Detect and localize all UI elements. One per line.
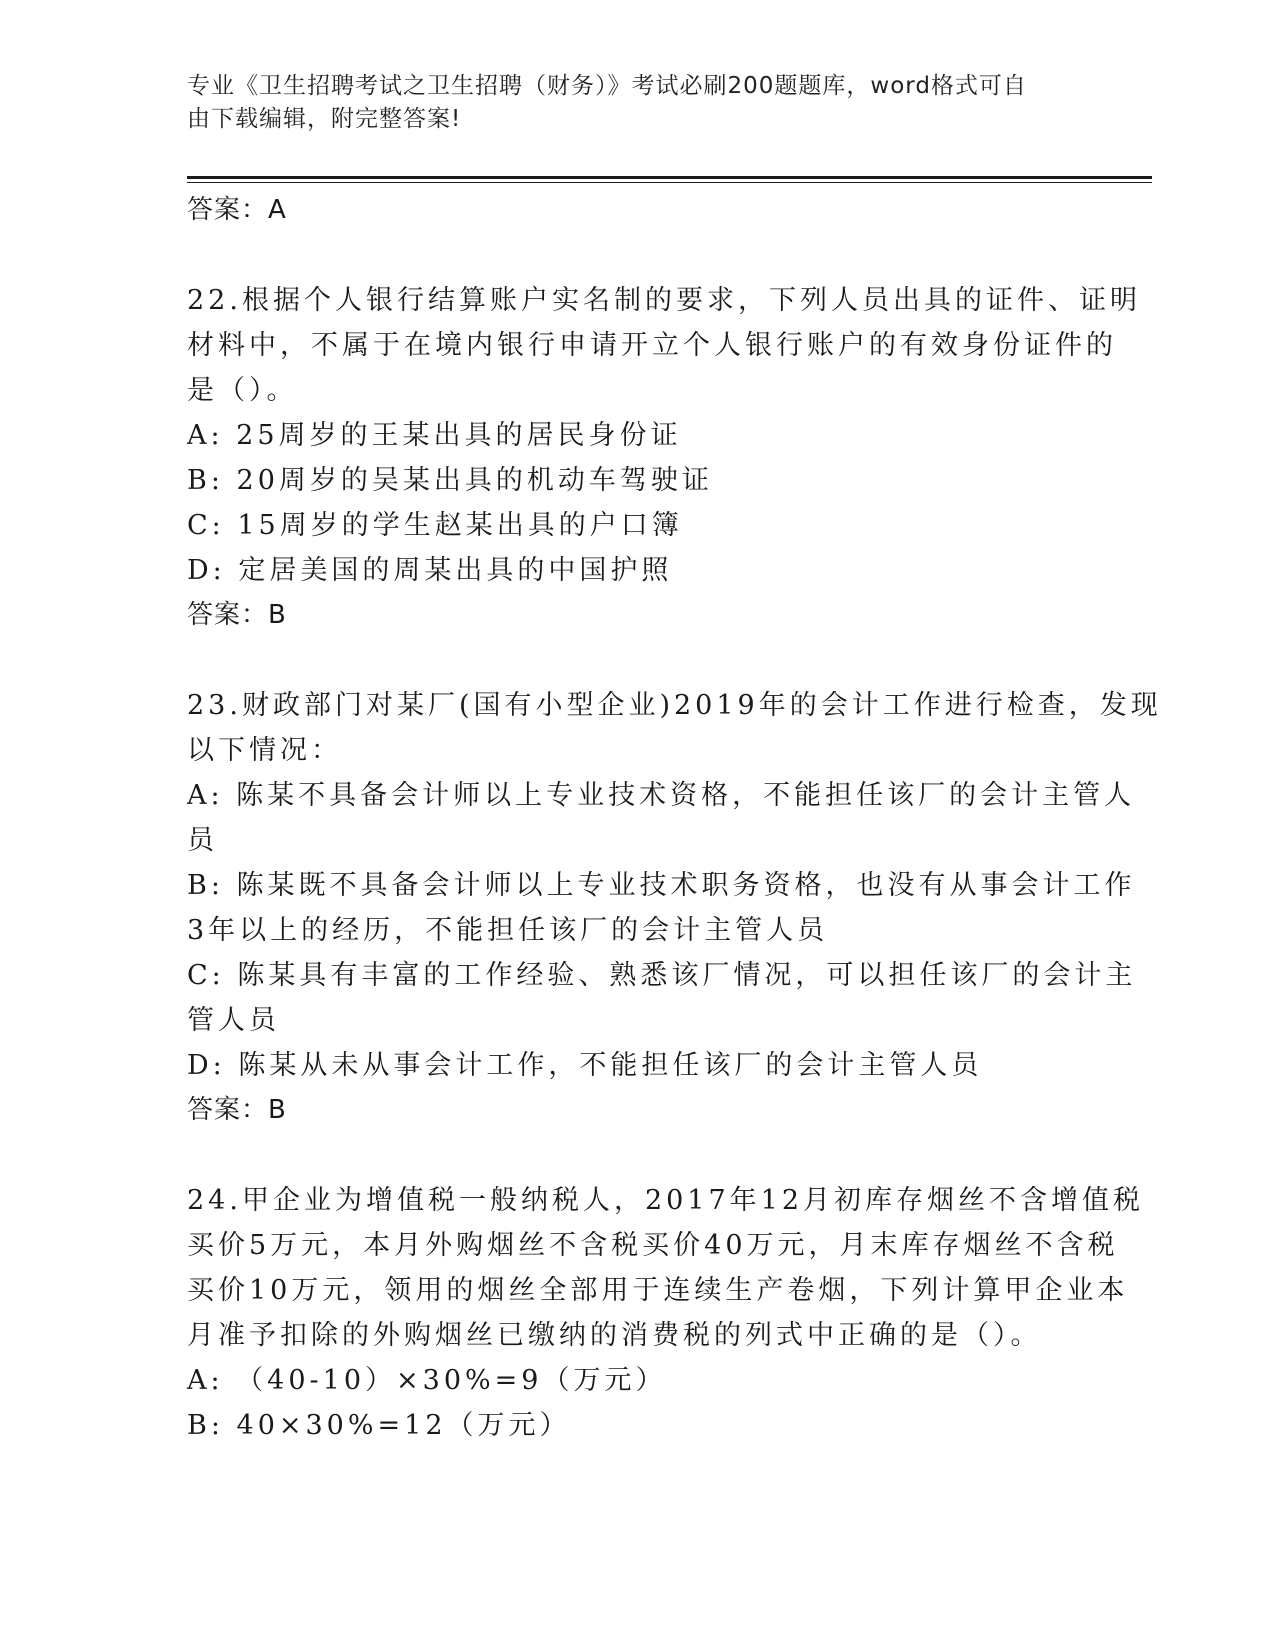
text-line: D: 陈某从未从事会计工作，不能担任该厂的会计主管人员	[187, 1050, 983, 1081]
text-line: C: 陈某具有丰富的工作经验、熟悉该厂情况，可以担任该厂的会计主	[187, 960, 1137, 991]
text-line: B: 20周岁的吴某出具的机动车驾驶证	[187, 465, 713, 496]
answer-line: 答案：A	[187, 195, 287, 225]
text-line: B: 40×30%=12（万元）	[187, 1410, 571, 1441]
header-divider-thin	[187, 182, 1152, 183]
text-line: 员	[187, 825, 218, 856]
text-line: 3年以上的经历，不能担任该厂的会计主管人员	[187, 915, 829, 946]
text-line: D: 定居美国的周某出具的中国护照	[187, 555, 673, 586]
document-body	[187, 188, 1162, 1448]
text-line: 22.根据个人银行结算账户实名制的要求，下列人员出具的证件、证明	[187, 285, 1141, 316]
paragraph-spacer	[187, 638, 1077, 683]
header-line-1: 专业《卫生招聘考试之卫生招聘（财务）》考试必刷200题题库，word格式可自	[187, 73, 1027, 99]
text-line: B: 陈某既不具备会计师以上专业技术职务资格，也没有从事会计工作	[187, 870, 1136, 901]
paragraph-spacer	[187, 233, 1077, 278]
text-line: 是（）。	[187, 375, 298, 406]
header-line-2: 由下载编辑，附完整答案!	[187, 106, 462, 132]
text-line: 23.财政部门对某厂(国有小型企业)2019年的会计工作进行检查，发现	[187, 690, 1162, 721]
text-line: 管人员	[187, 1005, 280, 1036]
text-line: 月准予扣除的外购烟丝已缴纳的消费税的列式中正确的是（）。	[187, 1320, 1042, 1351]
text-line: 24.甲企业为增值税一般纳税人，2017年12月初库存烟丝不含增值税	[187, 1185, 1145, 1216]
text-line: A: 陈某不具备会计师以上专业技术资格，不能担任该厂的会计主管人	[187, 780, 1136, 811]
paragraph-spacer	[187, 1133, 1077, 1178]
answer-line: 答案：B	[187, 600, 287, 630]
text-line: 买价5万元，本月外购烟丝不含税买价40万元，月末库存烟丝不含税	[187, 1230, 1119, 1261]
text-line: 以下情况：	[187, 735, 342, 766]
document-header	[187, 70, 1067, 136]
text-line: A: （40-10）×30%=9（万元）	[187, 1365, 667, 1396]
answer-line: 答案：B	[187, 1095, 287, 1125]
text-line: A: 25周岁的王某出具的居民身份证	[187, 420, 682, 451]
header-divider-thick	[187, 176, 1152, 179]
text-line: C: 15周岁的学生赵某出具的户口簿	[187, 510, 683, 541]
text-line: 买价10万元，领用的烟丝全部用于连续生产卷烟，下列计算甲企业本	[187, 1275, 1129, 1306]
text-line: 材料中，不属于在境内银行申请开立个人银行账户的有效身份证件的	[187, 330, 1117, 361]
